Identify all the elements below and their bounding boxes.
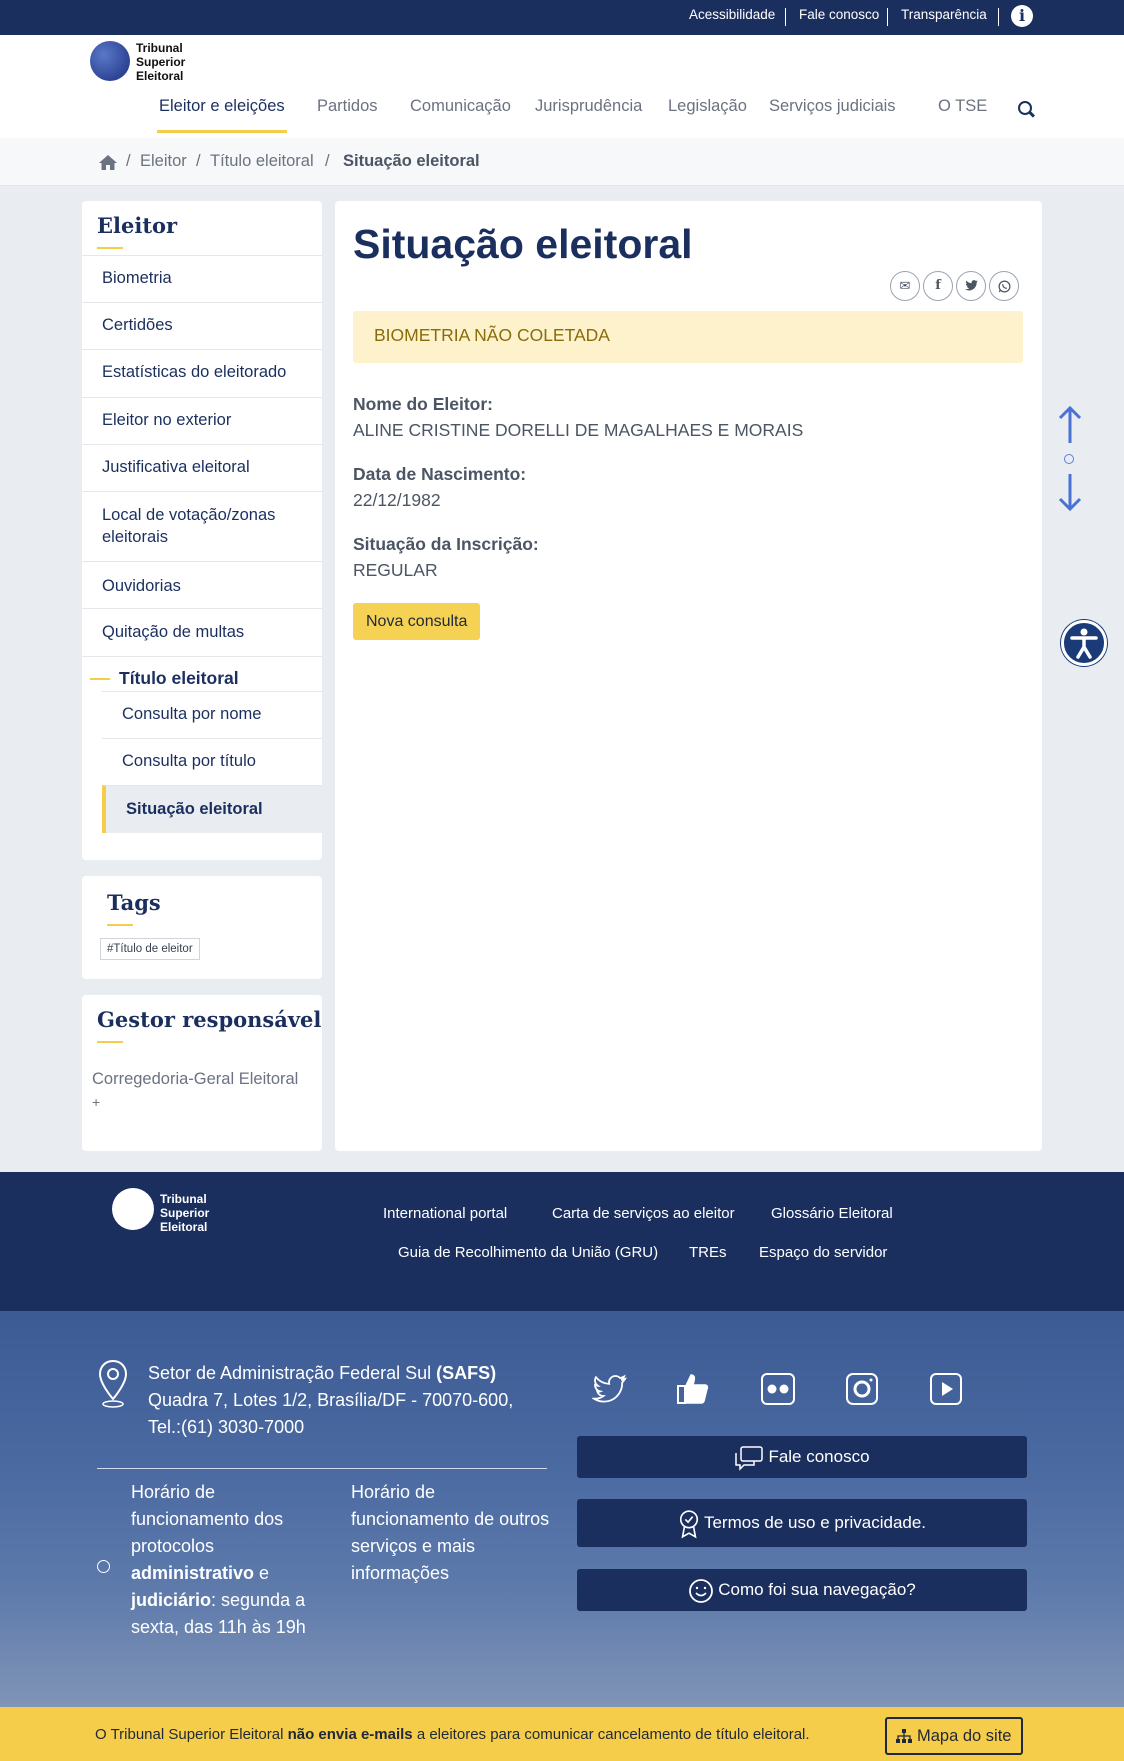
- email-notice-bar: [0, 1707, 1124, 1761]
- footer-main: [0, 1311, 1124, 1707]
- breadcrumb-current: Situação eleitoral: [343, 152, 480, 170]
- nav-o-tse[interactable]: O TSE: [938, 97, 988, 115]
- footer-logo-text: Tribunal Superior Eleitoral: [160, 1192, 210, 1234]
- breadcrumb-separator: /: [196, 152, 201, 170]
- value-data-nascimento: 22/12/1982: [353, 490, 441, 510]
- sitemap-icon: [896, 1729, 912, 1743]
- link-fale-conosco[interactable]: Fale conosco: [799, 7, 880, 22]
- chat-icon: [734, 1445, 764, 1471]
- label-nome-eleitor: Nome do Eleitor:: [353, 394, 494, 414]
- footer-link-espaco-servidor[interactable]: Espaço do servidor: [759, 1244, 888, 1261]
- hours-outros-servicos[interactable]: Horário de funcionamento de outros serviços e mais informações: [351, 1482, 550, 1583]
- footer-link-glossario[interactable]: Glossário Eleitoral: [771, 1205, 893, 1222]
- main-content: [335, 201, 1042, 1151]
- como-foi-navegacao-button[interactable]: Como foi sua navegação?: [577, 1569, 1027, 1611]
- footer-address: Setor de Administração Federal Sul (SAFS) Quadra 7, Lotes 1/2, Brasília/DF - 70070-600, Tel.:(61) 3030-7000: [148, 1363, 514, 1437]
- footer-link-gru[interactable]: Guia de Recolhimento da União (GRU): [398, 1244, 659, 1261]
- nav-servicos-judiciais[interactable]: Serviços judiciais: [769, 97, 896, 115]
- sidebar-title: Eleitor: [97, 213, 178, 238]
- tag-chip[interactable]: #Título de eleitor: [100, 938, 200, 960]
- divider: [97, 1468, 547, 1469]
- tags-title: Tags: [107, 890, 161, 915]
- sidebar-subitem-consulta-titulo[interactable]: Consulta por título: [102, 738, 322, 785]
- sidebar-item-certidoes[interactable]: Certidões: [82, 302, 322, 349]
- home-icon[interactable]: [99, 155, 117, 170]
- arrow-down-icon[interactable]: [1058, 472, 1082, 512]
- scroll-dot-icon: [1064, 454, 1074, 464]
- link-acessibilidade[interactable]: Acessibilidade: [689, 7, 776, 22]
- divider: [998, 8, 999, 26]
- fale-conosco-button[interactable]: Fale conosco: [577, 1436, 1027, 1478]
- nav-eleitor-e-eleicoes[interactable]: Eleitor e eleições: [159, 97, 285, 115]
- globe-icon: [90, 41, 130, 81]
- hours-protocolos: Horário de funcionamento dos protocolos administrativo e judiciário: segunda a sexta, das 11h às 19h: [131, 1482, 306, 1637]
- sidebar-item-quitacao-multas[interactable]: Quitação de multas: [82, 608, 322, 656]
- footer-link-tres[interactable]: TREs: [689, 1244, 727, 1261]
- nav-jurisprudencia[interactable]: Jurisprudência: [535, 97, 643, 115]
- sidebar-subitem-situacao-eleitoral[interactable]: Situação eleitoral: [102, 785, 322, 833]
- nav-legislacao[interactable]: Legislação: [668, 97, 747, 115]
- facebook-like-icon[interactable]: [675, 1371, 711, 1407]
- gestor-title: Gestor responsável: [97, 1007, 322, 1032]
- twitter-icon[interactable]: [592, 1371, 628, 1407]
- sidebar-item-ouvidorias[interactable]: Ouvidorias: [82, 561, 322, 608]
- sidebar-item-biometria[interactable]: Biometria: [82, 255, 322, 302]
- breadcrumb-titulo-eleitoral[interactable]: Título eleitoral: [210, 152, 314, 170]
- breadcrumb-separator: /: [325, 152, 330, 170]
- footer-links: [0, 1172, 1124, 1311]
- sidebar-item-local-votacao[interactable]: Local de votação/zonas eleitorais: [82, 491, 322, 561]
- location-pin-icon: [97, 1359, 129, 1409]
- logo-text: Tribunal Superior Eleitoral: [136, 41, 186, 83]
- clock-icon: [97, 1560, 110, 1573]
- value-situacao-inscricao: REGULAR: [353, 560, 438, 580]
- nova-consulta-button[interactable]: Nova consulta: [353, 603, 480, 640]
- sidebar-subitem-consulta-nome[interactable]: Consulta por nome: [102, 691, 322, 738]
- notice-message: O Tribunal Superior Eleitoral não envia e-mails a eleitores para comunicar cancelamento de título eleitoral.: [95, 1726, 810, 1743]
- sidebar-item-justificativa[interactable]: Justificativa eleitoral: [82, 444, 322, 491]
- footer-link-international[interactable]: International portal: [383, 1205, 508, 1222]
- label-situacao-inscricao: Situação da Inscrição:: [353, 534, 539, 554]
- footer-link-carta-servicos[interactable]: Carta de serviços ao eleitor: [552, 1205, 735, 1222]
- divider: [887, 8, 888, 26]
- breadcrumb-separator: /: [126, 152, 131, 170]
- gestor-expand[interactable]: +: [92, 1094, 101, 1110]
- link-transparencia[interactable]: Transparência: [901, 7, 987, 22]
- top-bar: [0, 0, 1124, 35]
- divider: [82, 656, 322, 657]
- instagram-icon[interactable]: [844, 1371, 880, 1407]
- smile-icon: [688, 1578, 714, 1604]
- envelope-icon[interactable]: ✉: [890, 271, 920, 301]
- biometria-alert: BIOMETRIA NÃO COLETADA: [353, 311, 1023, 363]
- nav-partidos[interactable]: Partidos: [317, 97, 378, 115]
- breadcrumb: [0, 138, 1124, 186]
- tse-logo[interactable]: [90, 39, 200, 87]
- arrow-up-icon[interactable]: [1058, 405, 1082, 445]
- value-nome-eleitor: ALINE CRISTINE DORELLI DE MAGALHAES E MORAIS: [353, 420, 804, 440]
- whatsapp-icon[interactable]: [989, 271, 1019, 301]
- globe-icon: [112, 1188, 154, 1230]
- search-icon[interactable]: [1018, 101, 1032, 115]
- facebook-icon[interactable]: f: [923, 271, 953, 301]
- award-icon: [678, 1509, 700, 1539]
- site-header: [0, 35, 1124, 138]
- nav-comunicacao[interactable]: Comunicação: [410, 97, 511, 115]
- gestor-card: [82, 995, 322, 1151]
- twitter-icon[interactable]: [956, 271, 986, 301]
- main-nav: [0, 97, 1124, 137]
- youtube-icon[interactable]: [928, 1371, 964, 1407]
- sidebar-item-estatisticas[interactable]: Estatísticas do eleitorado: [82, 349, 322, 397]
- sidebar-menu: [82, 201, 322, 860]
- flickr-icon[interactable]: [760, 1371, 796, 1407]
- label-data-nascimento: Data de Nascimento:: [353, 464, 527, 484]
- sidebar-item-eleitor-exterior[interactable]: Eleitor no exterior: [82, 397, 322, 444]
- accessibility-icon[interactable]: [1061, 620, 1107, 666]
- footer-logo[interactable]: [112, 1188, 222, 1236]
- info-icon[interactable]: i: [1011, 5, 1033, 27]
- termos-de-uso-button[interactable]: Termos de uso e privacidade.: [577, 1499, 1027, 1547]
- page-title: Situação eleitoral: [353, 221, 693, 267]
- sidebar-group-titulo-eleitoral[interactable]: Título eleitoral: [82, 668, 332, 689]
- tags-card: [82, 876, 322, 979]
- mapa-do-site-button[interactable]: Mapa do site: [885, 1717, 1023, 1755]
- breadcrumb-eleitor[interactable]: Eleitor: [140, 152, 187, 170]
- gestor-name: Corregedoria-Geral Eleitoral: [92, 1070, 299, 1088]
- divider: [785, 8, 786, 26]
